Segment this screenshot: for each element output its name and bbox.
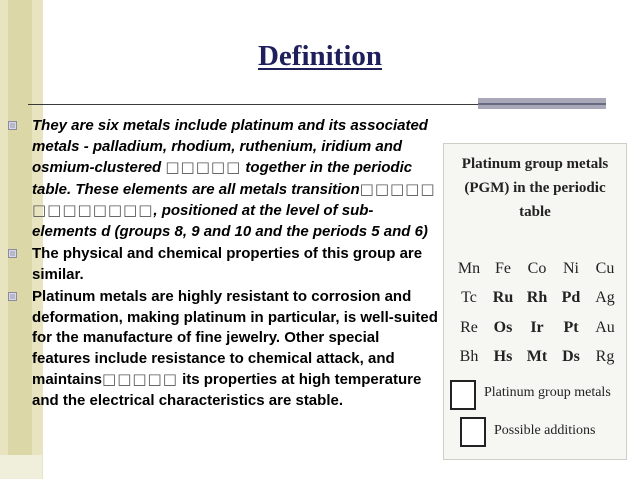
pgm-periodic-table-image (443, 143, 627, 460)
bullet-marker-icon (8, 121, 18, 131)
bullet-text: together in the periodic table. These elements are all metals transition (32, 159, 413, 198)
missing-glyph-text: □□□□□ (165, 158, 242, 176)
bullet-text: They are six metals include platinum and its associated metals - palladium, rhodium, ruthenium, iridium and osmium-clustered (32, 117, 428, 176)
element-row (452, 319, 620, 343)
bullet-item-definition (8, 116, 438, 242)
element-cell-pgm: Ds (562, 348, 580, 365)
element-cell-pgm: Pd (561, 289, 581, 306)
element-cell: Fe (495, 260, 511, 277)
element-cell: Ag (595, 289, 615, 306)
figure-title-line: Platinum group metals (461, 156, 609, 172)
legend-label: Possible additions (494, 423, 596, 438)
element-cell: Co (527, 260, 547, 277)
slide-title: Definition (257, 40, 383, 72)
missing-glyph-text: □□□□□ (102, 370, 178, 388)
bullet-list (8, 116, 438, 413)
element-cell: Bh (459, 348, 479, 365)
element-cell: Tc (461, 289, 477, 306)
bullet-item-resistance (8, 287, 438, 411)
figure-title (444, 152, 626, 224)
legend-swatch-possible (460, 417, 486, 447)
element-cell-pgm: Hs (493, 348, 513, 365)
element-cell: Cu (595, 260, 615, 277)
bullet-text: , positioned at the level of sub-elements d (groups 8, 9 and 10 and the periods 5 and 6) (32, 202, 428, 240)
element-cell-pgm: Rh (526, 289, 548, 306)
element-cell: Re (460, 319, 478, 336)
element-row (452, 260, 620, 284)
bullet-text: Platinum metals are highly resistant to corrosion and deformation, making platinum in particular, is well-suited for the manufacture of fine jewelry. Other special features include resistance to chemical attack, and maintains (32, 288, 438, 388)
element-cell-pgm: Pt (563, 319, 579, 336)
element-cell-pgm: Ru (492, 289, 514, 306)
bullet-marker-icon (8, 292, 18, 302)
figure-title-line: table (519, 204, 551, 220)
bullet-item-properties (8, 244, 438, 285)
bullet-text: its properties at high temperature and the electrical characteristics are stable. (32, 371, 422, 409)
element-cell: Mn (457, 260, 481, 277)
bullet-text: The physical and chemical properties of this group are similar. (32, 245, 423, 283)
element-cell-pgm: Os (493, 319, 513, 336)
corner-decoration (0, 455, 42, 479)
element-cell: Au (595, 319, 615, 336)
element-cell-pgm: Mt (526, 348, 548, 365)
figure-title-line: (PGM) in the periodic (464, 180, 606, 196)
title-divider-accent-line (478, 103, 606, 105)
element-row (452, 289, 620, 313)
element-row (452, 348, 620, 372)
missing-glyph-text: □□□□□ □□□□□□□□ (32, 179, 436, 219)
element-cell: Ni (563, 260, 579, 277)
element-cell-pgm: Ir (530, 319, 544, 336)
legend-label: Platinum group metals (484, 385, 611, 400)
element-cell: Rg (595, 348, 615, 365)
title-divider (28, 104, 482, 105)
bullet-marker-icon (8, 249, 18, 259)
legend-swatch-pgm (450, 380, 476, 410)
